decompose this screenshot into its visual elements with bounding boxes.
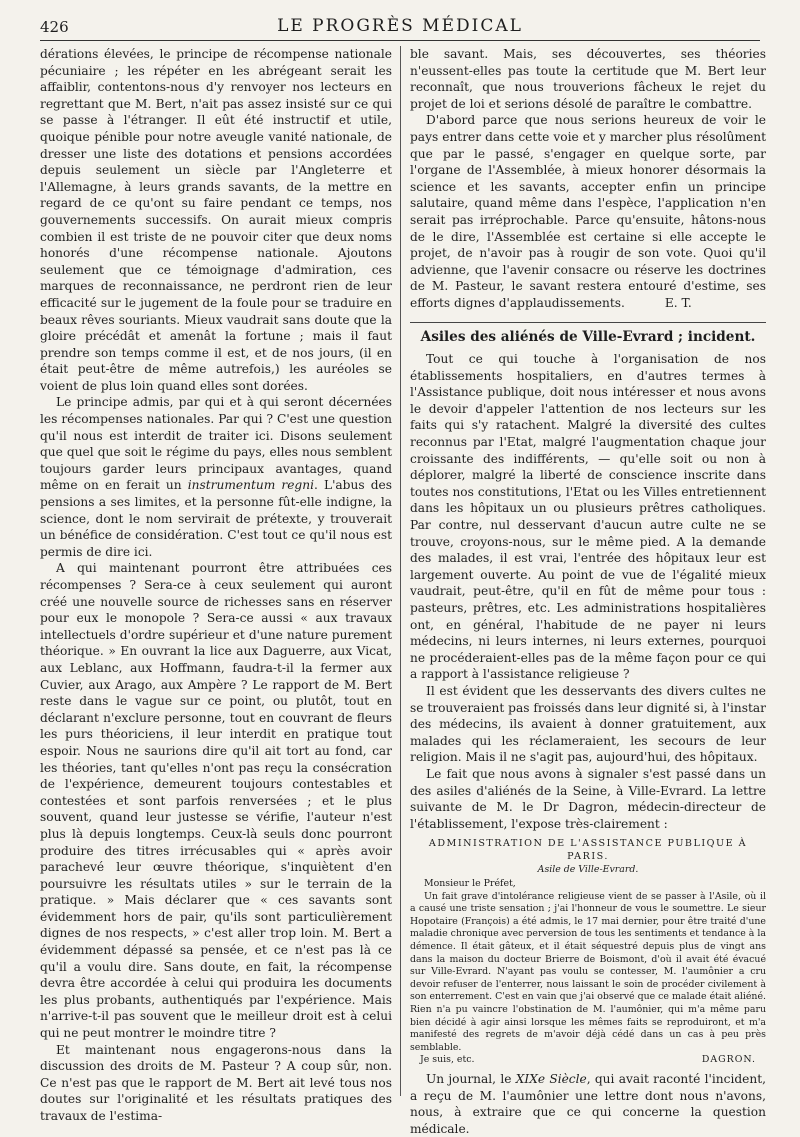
text-run: Le principe admis, par qui et à qui seront décernées les récompenses nationales. Par qui ? C'est une question qu'il nous est interdit de traiter ici. Disons seulement que quel que soit le régime du pays, elles nous semblent toujours garder leurs principaux avantages, quand même on en ferait un: [40, 395, 392, 493]
text-run: , qui avait raconté l'incident, a reçu de M. l'aumônier une lettre dont nous n'avons, nous, à extraire que ce qui concerne la question médicale.: [410, 1072, 766, 1136]
paragraph: dérations élevées, le principe de récompense nationale pécuniaire ; les répéter en les abrégeant serait les affaiblir, contentons-nous d'y renvoyer nos lecteurs en regrettant que M. Bert, n'ait pas assez insisté sur ce qui se passe à l'étranger. Il eût été instructif et utile, quoique pénible pour notre aveugle vanité nationale, de dresser une liste des dotations et pensions accordées depuis seulement un siècle par l'Angleterre et l'Allemagne, à leurs grands savants, de la mettre en regard de ce qu'ont su faire pendant ce temps, nos gouvernements successifs. On aurait mieux compris combien il est triste de ne pouvoir citer que deux noms honorés d'une récompense nationale. Ajoutons seulement que ce témoignage d'admiration, ces marques de reconnaissance, ne perdront rien de leur efficacité sur le jugement de la foule pour se traduire en beaux rêves souriants. Mieux vaudrait sans doute que la gloire précédât et amenât la fortune ; mais il faut prendre son temps comme il est, et de nos jours, (il en était peut-être de même autrefois,) les auréoles se voient de plus loin quand elles sont dorées.: [40, 47, 392, 393]
paragraph: Il est évident que les desservants des divers cultes ne se trouveraient pas froissés dans leur dignité si, à l'instar des médecins, ils avaient à donner gratuitement, aux malades qui les réclameraient, les secours de leur religion. Mais il ne s'agit pas, aujourd'hui, des hôpitaux.: [410, 683, 767, 765]
paragraph: [40, 394, 392, 560]
letter-signature: DAGRON.: [701, 1054, 756, 1066]
paragraph: Le fait que nous avons à signaler s'est passé dans un des asiles d'aliénés de la Seine, à Ville-Evrard. La lettre suivante de M. le Dr Dagron, médecin-directeur de l'établissement, l'expose très-clairement :: [410, 766, 766, 831]
letter-closing-text: Je suis, etc.: [420, 1054, 475, 1066]
author-signature: E. T.: [664, 295, 692, 310]
paragraph: Tout ce qui touche à l'organisation de nos établissements hospitaliers, en d'autres termes à l'Assistance publique, doit nous intéresser et nous avons le devoir d'appeler l'attention de nos lecteurs sur les faits qui s'y ratachent. Malgré la diversité des cultes reconnus par l'Etat, malgré l'augmentation chaque jour croissante des indifférents, — qu'elle soit ou non à déplorer, malgré la liberté de conscience inscrite dans toutes nos constitutions, l'Etat ou les Villes entretiennent dans les hôpitaux un ou plusieurs prêtres catholiques. Par contre, nul desservant d'aucun autre culte ne se trouve, croyons-nous, sur le même pied. A la demande des malades, il est vrai, l'entrée des hôpitaux leur est largement ouverte. Au point de vue de l'égalité mieux vaudrait, peut-être, qu'il en fût de même pour tous : pasteurs, prêtres, etc. Les administrations hospitalières ont, en général, l'habitude de ne payer ni leurs médecins, ni leurs internes, ni leurs externes, pourquoi ne procéderaient-elles pas de la même façon pour ce qui a rapport à l'assistance religieuse ?: [410, 352, 766, 682]
right-column: [410, 46, 767, 1136]
quoted-letter: [410, 838, 766, 1067]
italic-phrase: instrumentum regni: [187, 478, 314, 493]
letter-subheading: Asile de Ville-Evrard.: [537, 863, 639, 875]
text-run: Un journal, le: [426, 1072, 516, 1086]
section-title: Asiles des aliénés de Ville-Evrard ; incident.: [410, 322, 766, 346]
paragraph: [410, 112, 766, 311]
letter-body: Un fait grave d'intolérance religieuse vient de se passer à l'Asile, où il a causé une triste sensation ; j'ai l'honneur de vous le soumettre. Le sieur Hopotaire (François) a été admis, le 17 mai dernier, pour être traité d'une maladie chronique avec perversion de tous les sentiments et tendance à la démence. Il était gâteux, et il était séquestré depuis plus de vingt ans dans la maison du docteur Brierre de Boismont, d'où il avait été évacué sur Ville-Evrard. N'ayant pas voulu se contesser, M. l'aumônier a cru devoir refuser de l'enterrer, nous laissant le soin de procéder civilement à son enterrement. C'est en vain que j'ai observé que ce malade était aliéné. Rien n'a pu vaincre l'obstination de M. l'aumônier, qui m'a même paru bien décidé à agir ainsi lorsque les mêmes faits se reproduiront, et m'a manifesté des regrets de m'avoir déjà cédé dans un cas à peu près semblable.: [410, 890, 766, 1053]
journal-title: LE PROGRÈS MÉDICAL: [277, 16, 523, 36]
letter-closing: [410, 1054, 766, 1067]
page-number: 426: [40, 18, 69, 36]
left-column: [40, 46, 392, 1123]
column-divider: [400, 46, 401, 1096]
paragraph: A qui maintenant pourront être attribuées ces récompenses ? Sera-ce à ceux seulement qui auront créé une nouvelle source de richesses sans en réserver pour eux le monopole ? Sera-ce aussi « aux travaux intellectuels d'ordre supérieur et d'une nature purement théorique. » En ouvrant la lice aux Daguerre, aux Vicat, aux Leblanc, aux Hoffmann, faudra-t-il la fermer aux Cuvier, aux Arago, aux Ampère ? Le rapport de M. Bert reste dans le vague sur ce point, ou plutôt, tout en déclarant n'exclure personne, tout en couvrant de fleurs les purs théoriciens, il leur interdit en pratique tout espoir. Nous ne saurions dire qu'il ait tort au fond, car les théories, tant qu'elles n'ont pas reçu la consécration de l'expérience, demeurent toujours contestables et contestées et sont parfois renversées ; et le plus souvent, quand leur justesse se vérifie, l'auteur n'est plus là depuis longtemps. Ceux-là seuls donc pourront produire des titres irrécusables qui « après avoir parachevé leur œuvre théorique, s'inquiètent d'en poursuivre les résultats utiles » sur le terrain de la pratique. » Mais déclarer que « ces savants sont évidemment hors de pair, qu'ils sont particulièrement dignes de nos respects, » c'est aller trop loin. M. Bert a évidemment dépassé sa pensée, et ce n'est pas là ce qu'il a voulu dire. Sans doute, en fait, la récompense devra être accordée à celui qui produira les documents les plus probants, authentiqués par l'expérience. Mais n'arrive-t-il pas souvent que le meilleur droit est à celui qui ne peut montrer le moindre titre ?: [40, 561, 392, 1041]
paragraph: [410, 1071, 766, 1137]
letter-greeting: Monsieur le Préfet,: [424, 878, 516, 890]
text-run: D'abord parce que nous serions heureux de voir le pays entrer dans cette voie et y marcher plus résolûment que par le passé, s'engager en quelque sorte, par l'organe de l'Assemblée, à mieux honorer désormais la science et les savants, accepter enfin un principe salutaire, quand même dans l'espèce, l'application n'en serait pas irréprochable. Parce qu'ensuite, hâtons-nous de le dire, l'Assemblée est certaine si elle accepte le projet, de n'avoir pas à rougir de son vote. Quoi qu'il advienne, que l'avenir consacre ou réserve les doctrines de M. Pasteur, le savant restera entouré d'estime, ses efforts dignes d'applaudissements.: [410, 113, 766, 310]
paragraph: Et maintenant nous engagerons-nous dans la discussion des droits de M. Pasteur ? A coup sûr, non. Ce n'est pas que le rapport de M. Bert ait levé tous nos doutes sur l'originalité et les résultats pratiques des travaux de l'estima-: [40, 1042, 392, 1123]
page-header: [40, 14, 760, 41]
paragraph: ble savant. Mais, ses découvertes, ses théories n'eussent-elles pas toute la certitude que M. Bert leur reconnaît, que nous trouverions fâcheux le rejet du projet de loi et serions désolé de paraître le combattre.: [410, 47, 766, 111]
letter-heading: ADMINISTRATION DE L'ASSISTANCE PUBLIQUE À PARIS.: [428, 838, 748, 862]
text-run: . L'abus des pensions a ses limites, et la personne fût-elle indigne, la science, dont le nom servirait de prétexte, y trouverait un bénéfice de considération. C'est tout ce qu'il nous est permis de dire ici.: [40, 478, 392, 559]
italic-phrase: XIXe Siècle: [515, 1072, 587, 1086]
